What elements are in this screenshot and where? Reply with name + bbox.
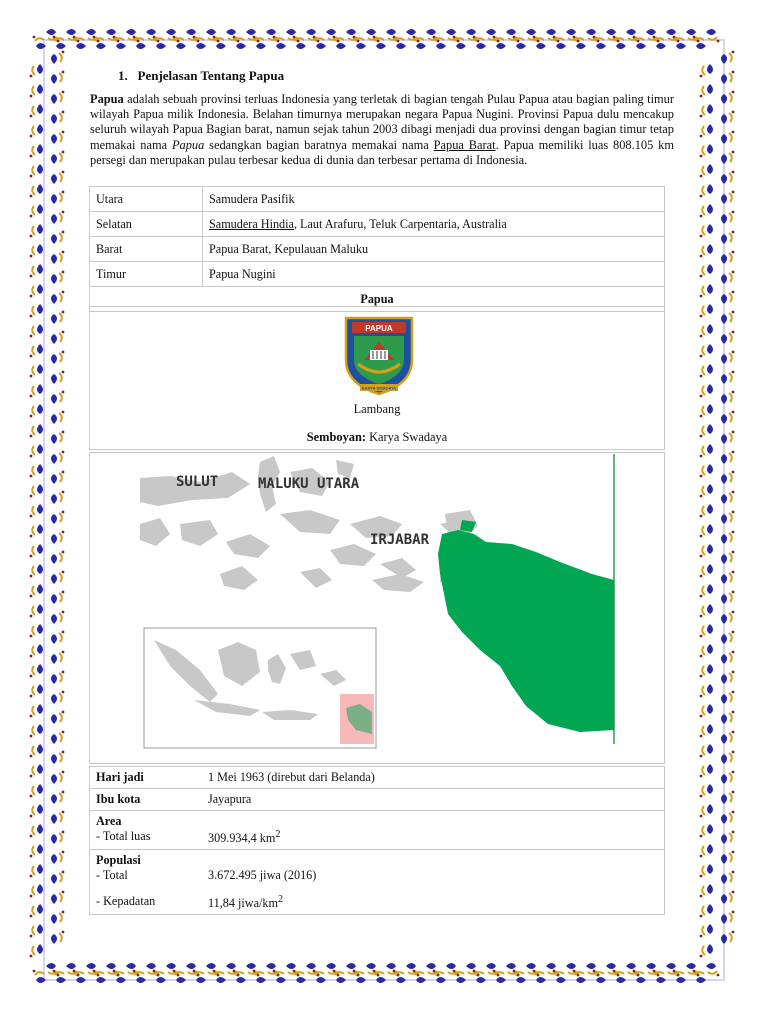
intro-paragraph: Papua adalah sebuah provinsi terluas Indonesia yang terletak di bagian tengah Pulau Papua atau bagian paling timur wilayah Papua milik Indonesia. Belahan timurnya merupakan negara Papua Nugini. Provinsi Papua dulu mencakup seluruh wilayah Papua Bagian barat, namun sejak tahun 2003 dibagi menjadi dua provinsi dengan bagian timur tetap memakai nama Papua sedangkan bagian baratnya memakai nama Papua Barat. Papua memiliki luas 808.105 km persegi dan merupakan pulau terbesar kedua di dunia dan terbesar pertama di Indonesia. bbox=[90, 92, 674, 167]
svg-text:KARYA SWADAYA: KARYA SWADAYA bbox=[361, 385, 397, 391]
table-row: Ibu kota Jayapura bbox=[90, 789, 665, 811]
table-row: Barat Papua Barat, Kepulauan Maluku bbox=[90, 237, 665, 262]
motto: Semboyan: Karya Swadaya bbox=[306, 430, 448, 444]
section-heading: 1. Penjelasan Tentang Papua bbox=[118, 68, 285, 83]
table-row: Utara Samudera Pasifik bbox=[90, 187, 665, 212]
table-row: Selatan Samudera Hindia, Laut Arafuru, Teluk Carpentaria, Australia bbox=[90, 212, 665, 237]
table-row: - Kepadatan 11,84 jiwa/$km^2$ bbox=[90, 886, 665, 915]
facts-table bbox=[89, 766, 665, 915]
svg-text:PAPUA: PAPUA bbox=[365, 324, 393, 333]
map-label: IRJABAR bbox=[370, 532, 430, 548]
borders-table bbox=[89, 186, 665, 312]
papua-emblem bbox=[342, 314, 416, 396]
table-row: Hari jadi 1 Mei 1963 (direbut dari Belanda) bbox=[90, 767, 665, 789]
samudera-hindia-link[interactable]: Samudera Hindia bbox=[209, 216, 294, 231]
map-label: SULUT bbox=[176, 474, 219, 490]
infobox-title-row: Papua bbox=[90, 287, 665, 312]
emblem-label: Lambang bbox=[353, 402, 401, 416]
table-row: Timur Papua Nugini bbox=[90, 262, 665, 287]
table-row: Area bbox=[90, 811, 665, 830]
table-row: Populasi bbox=[90, 850, 665, 869]
table-row: - Total 3.672.495 jiwa (2016) bbox=[90, 868, 665, 886]
papua-location-map bbox=[140, 454, 618, 756]
papua-barat-link[interactable]: Papua Barat bbox=[433, 137, 496, 152]
map-label: MALUKU UTARA bbox=[258, 476, 360, 492]
table-row: - Total luas 309.934,4 $km^2$ bbox=[90, 829, 665, 850]
